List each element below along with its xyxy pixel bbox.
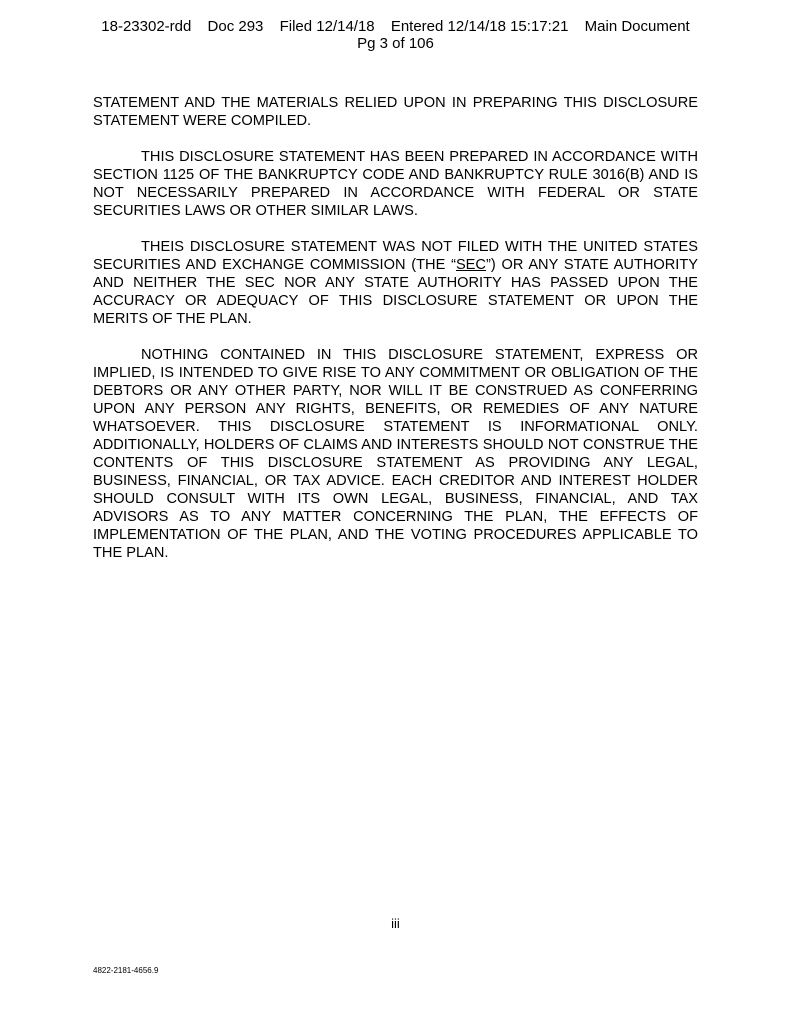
filing-stamp-line xyxy=(0,18,791,35)
page-number: iii xyxy=(391,916,400,931)
case-number: 18-23302-rdd xyxy=(101,18,192,35)
sec-paragraph-text-after: ”) OR ANY STATE AUTHORITY AND NEITHER THE SEC NOR ANY STATE AUTHORITY HAS PASSED UPON THE ACCURACY OR ADEQUACY OF THIS DISCLOSURE STATEMENT OR UPON THE MERITS OF THE PLAN. xyxy=(93,257,698,327)
court-filing-header xyxy=(0,18,791,52)
entered-date: Entered 12/14/18 15:17:21 xyxy=(390,18,569,35)
document-body xyxy=(93,94,698,580)
sec-defined-term: SEC xyxy=(455,257,486,273)
paragraph-continuation: STATEMENT AND THE MATERIALS RELIED UPON IN PREPARING THIS DISCLOSURE STATEMENT WERE COMPILED. xyxy=(93,95,698,129)
paragraph-section-1125: THIS DISCLOSURE STATEMENT HAS BEEN PREPARED IN ACCORDANCE WITH SECTION 1125 OF THE BANKRUPTCY CODE AND BANKRUPTCY RULE 3016(B) AND IS NOT NECESSARILY PREPARED IN ACCORDANCE WITH FEDERAL OR STATE SECURITIES LAWS OR OTHER SIMILAR LAWS. xyxy=(93,149,698,219)
paragraph-no-commitment: NOTHING CONTAINED IN THIS DISCLOSURE STATEMENT, EXPRESS OR IMPLIED, IS INTENDED TO GIVE RISE TO ANY COMMITMENT OR OBLIGATION OF THE DEBTORS OR ANY OTHER PARTY, NOR WILL IT BE CONSTRUED AS CONFERRING UPON ANY PERSON ANY RIGHTS, BENEFITS, OR REMEDIES OF ANY NATURE WHATSOEVER. THIS DISCLOSURE STATEMENT IS INFORMATIONAL ONLY. ADDITIONALLY, HOLDERS OF CLAIMS AND INTERESTS SHOULD NOT CONSTRUE THE CONTENTS OF THIS DISCLOSURE STATEMENT AS PROVIDING ANY LEGAL, BUSINESS, FINANCIAL, OR TAX ADVICE. EACH CREDITOR AND INTEREST HOLDER SHOULD CONSULT WITH ITS OWN LEGAL, BUSINESS, FINANCIAL, AND TAX ADVISORS AS TO ANY MATTER CONCERNING THE PLAN, THE EFFECTS OF IMPLEMENTATION OF THE PLAN, AND THE VOTING PROCEDURES APPLICABLE TO THE PLAN. xyxy=(93,347,698,561)
paragraph-sec-filing xyxy=(93,238,698,328)
page-reference: Pg 3 of 106 xyxy=(357,35,434,52)
document-id-footer: 4822-2181-4656.9 xyxy=(93,966,159,975)
sec-paragraph-text-before: THEIS DISCLOSURE STATEMENT WAS NOT FILED WITH THE UNITED STATES SECURITIES AND EXCHANGE COMMISSION (THE “ xyxy=(93,239,698,273)
document-type: Main Document xyxy=(584,18,690,35)
docket-number: Doc 293 xyxy=(207,18,264,35)
filed-date: Filed 12/14/18 xyxy=(279,18,375,35)
